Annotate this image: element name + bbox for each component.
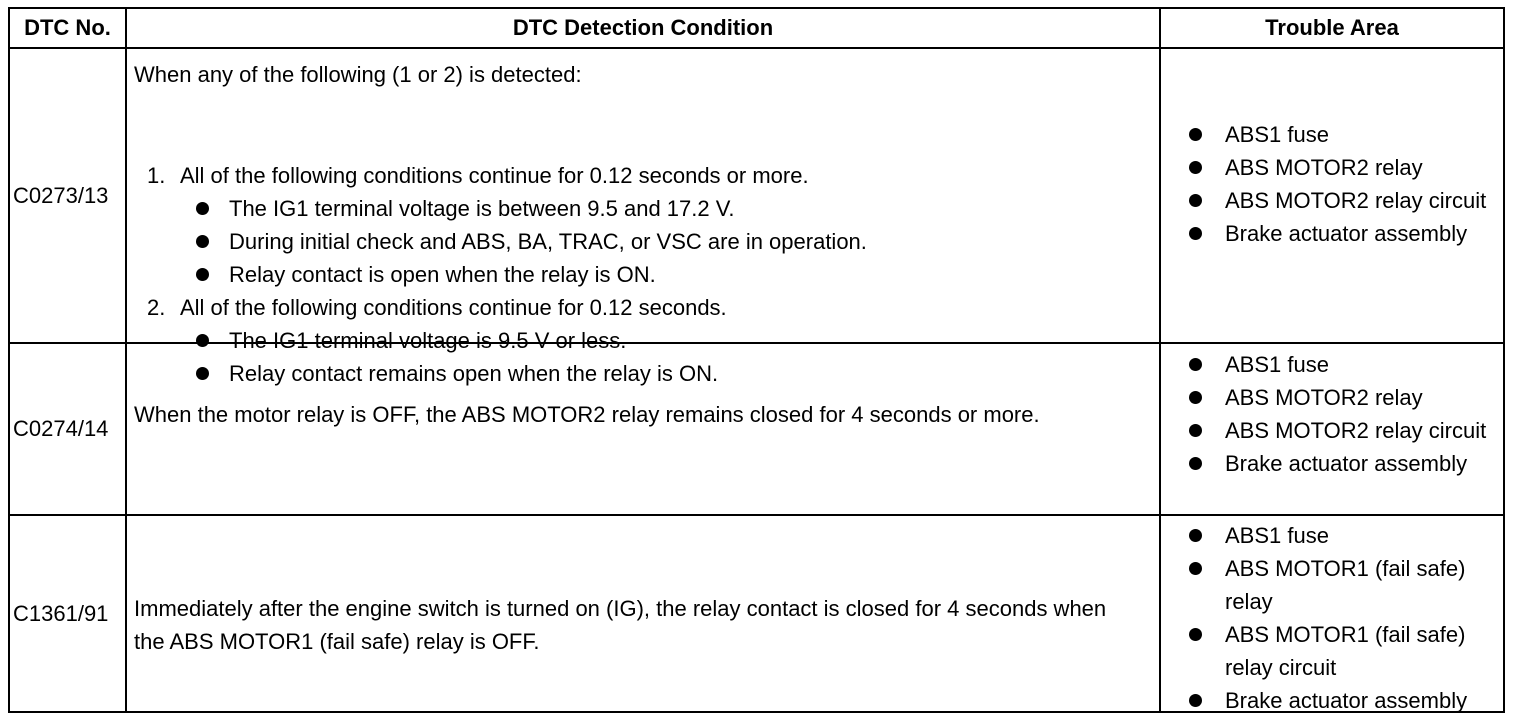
trouble-area-list xyxy=(1187,348,1499,480)
trouble-area-text: Brake actuator assembly xyxy=(1225,688,1468,713)
bullet-icon xyxy=(196,268,209,281)
header-detection-condition: DTC Detection Condition xyxy=(127,9,1161,47)
trouble-area-text: ABS MOTOR1 (fail safe) relay circuit xyxy=(1225,622,1466,680)
sub-condition-text: Relay contact remains open when the relay is ON. xyxy=(229,361,719,386)
bullet-icon xyxy=(1189,424,1202,437)
trouble-area-item xyxy=(1187,552,1489,618)
sub-condition-text: During initial check and ABS, BA, TRAC, or VSC are in operation. xyxy=(229,229,867,254)
trouble-area-cell xyxy=(1161,516,1503,711)
bullet-icon xyxy=(1189,529,1202,542)
bullet-icon xyxy=(1189,194,1202,207)
trouble-area-item xyxy=(1187,151,1499,184)
trouble-area-item xyxy=(1187,184,1499,217)
header-dtc-no: DTC No. xyxy=(10,9,127,47)
sub-condition-text: The IG1 terminal voltage is 9.5 V or less. xyxy=(229,328,627,353)
bullet-icon xyxy=(1189,128,1202,141)
trouble-area-text: Brake actuator assembly xyxy=(1225,221,1468,246)
condition-text: All of the following conditions continue for 0.12 seconds or more. xyxy=(180,163,809,188)
trouble-area-item xyxy=(1187,519,1489,552)
dtc-code: C0273/13 xyxy=(10,49,127,342)
sub-condition-text: The IG1 terminal voltage is between 9.5 and 17.2 V. xyxy=(229,196,735,221)
trouble-area-list xyxy=(1187,519,1489,717)
detection-condition-cell xyxy=(127,516,1161,711)
sub-condition-item xyxy=(196,192,867,225)
bullet-icon xyxy=(1189,227,1202,240)
bullet-icon xyxy=(1189,457,1202,470)
trouble-area-item xyxy=(1187,447,1499,480)
trouble-area-item xyxy=(1187,414,1499,447)
condition-text: Immediately after the engine switch is turned on (IG), the relay contact is closed for 4 seconds when the ABS MOTOR1 (fail safe) relay is OFF. xyxy=(134,596,1107,654)
trouble-area-item xyxy=(1187,118,1499,151)
bullet-icon xyxy=(196,235,209,248)
condition-number: 1. xyxy=(147,163,166,188)
detection-condition-cell xyxy=(127,344,1161,514)
table-row xyxy=(10,516,1503,711)
bullet-icon xyxy=(1189,358,1202,371)
bullet-icon xyxy=(1189,694,1202,707)
dtc-table xyxy=(8,7,1505,713)
bullet-icon xyxy=(1189,628,1202,641)
table-row xyxy=(10,344,1503,516)
trouble-area-list xyxy=(1187,118,1499,250)
trouble-area-cell xyxy=(1161,344,1503,514)
dtc-code: C1361/91 xyxy=(10,516,127,711)
trouble-area-item xyxy=(1187,348,1499,381)
bullet-icon xyxy=(1189,161,1202,174)
table-header-row xyxy=(10,9,1503,49)
trouble-area-text: Brake actuator assembly xyxy=(1225,451,1468,476)
trouble-area-text: ABS MOTOR1 (fail safe) relay xyxy=(1225,556,1466,614)
sub-condition-list xyxy=(180,192,867,291)
bullet-icon xyxy=(1189,562,1202,575)
condition-item xyxy=(147,159,867,291)
trouble-area-item xyxy=(1187,381,1499,414)
trouble-area-list-wrap xyxy=(1187,348,1499,480)
trouble-area-list-wrap xyxy=(1187,519,1489,717)
sub-condition-item xyxy=(196,258,867,291)
trouble-area-text: ABS MOTOR2 relay circuit xyxy=(1225,188,1487,213)
trouble-area-cell xyxy=(1161,49,1503,342)
condition-text: When the motor relay is OFF, the ABS MOTOR2 relay remains closed for 4 seconds or more. xyxy=(134,402,1040,427)
trouble-area-list-wrap xyxy=(1187,118,1499,250)
trouble-area-text: ABS MOTOR2 relay circuit xyxy=(1225,418,1487,443)
bullet-icon xyxy=(196,202,209,215)
trouble-area-text: ABS1 fuse xyxy=(1225,352,1329,377)
sub-condition-item xyxy=(196,225,867,258)
sub-condition-text: Relay contact is open when the relay is ON. xyxy=(229,262,656,287)
condition-number: 2. xyxy=(147,295,166,320)
trouble-area-text: ABS MOTOR2 relay xyxy=(1225,155,1423,180)
header-trouble-area: Trouble Area xyxy=(1265,15,1399,40)
trouble-area-text: ABS1 fuse xyxy=(1225,122,1329,147)
table-row xyxy=(10,49,1503,386)
trouble-area-text: ABS MOTOR2 relay xyxy=(1225,385,1423,410)
condition-text: All of the following conditions continue for 0.12 seconds. xyxy=(180,295,727,320)
dtc-code: C0274/14 xyxy=(10,344,127,514)
trouble-area-item xyxy=(1187,684,1489,717)
bullet-icon xyxy=(1189,391,1202,404)
condition-intro: When any of the following (1 or 2) is detected: xyxy=(134,62,582,87)
detection-condition-cell xyxy=(127,49,1161,386)
trouble-area-item xyxy=(1187,217,1499,250)
trouble-area-text: ABS1 fuse xyxy=(1225,523,1329,548)
trouble-area-item xyxy=(1187,618,1489,684)
